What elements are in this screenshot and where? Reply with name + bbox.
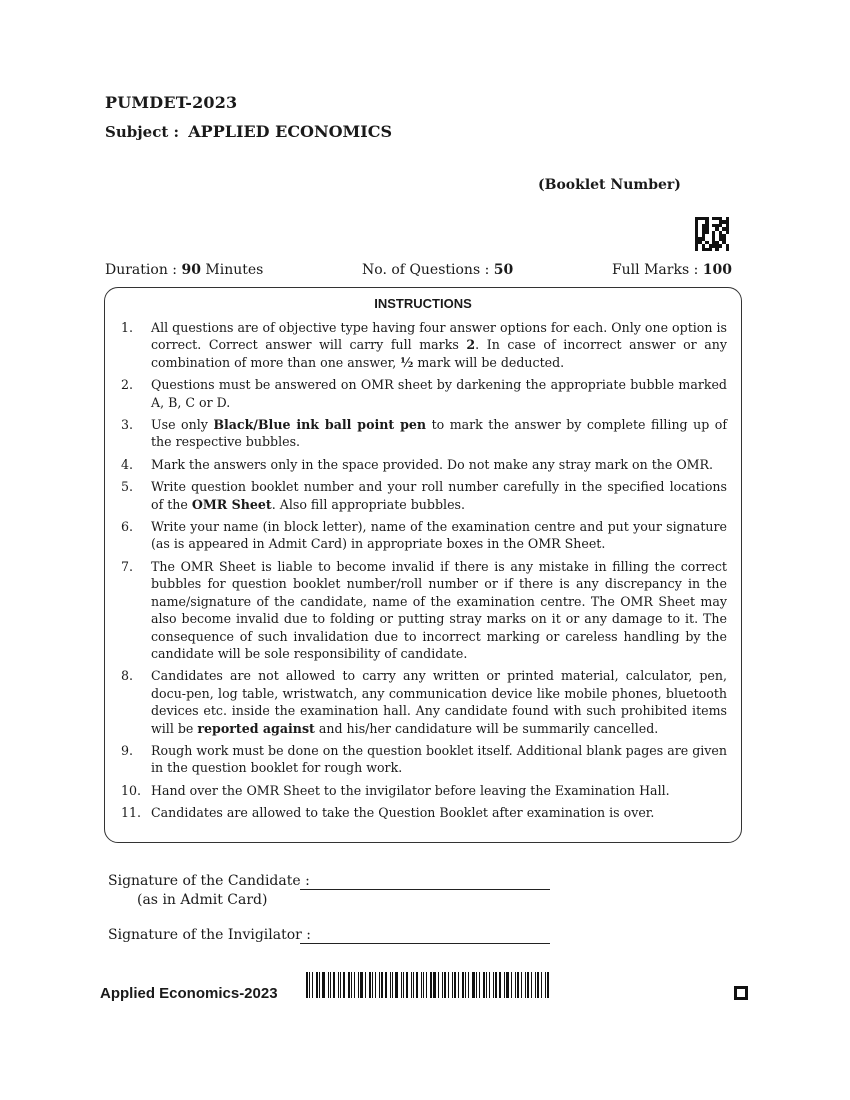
exam-code: PUMDET-2023 xyxy=(105,93,238,112)
barcode-icon xyxy=(306,972,551,998)
subject-line xyxy=(105,122,392,141)
instruction-item xyxy=(119,558,727,662)
instruction-text: Write your name (in block letter), name of the examination centre and put your signature (as is appeared in Admit Card) in appropriate boxes in the OMR Sheet. xyxy=(151,519,727,552)
instruction-item xyxy=(119,416,727,451)
instruction-item xyxy=(119,456,727,473)
duration-label: Duration : xyxy=(105,262,177,278)
instruction-number: 1. xyxy=(121,320,134,335)
instruction-text: Mark the answers only in the space provided. Do not make any stray mark on the OMR. xyxy=(151,456,714,472)
instruction-item xyxy=(119,782,727,799)
question-count xyxy=(362,262,513,278)
instruction-number: 2. xyxy=(121,377,134,393)
questions-label: No. of Questions : xyxy=(362,262,490,278)
instruction-text: All questions are of objective type having four answer options for each. Only one option is correct. Correct answer will carry full marks 2. In case of incorrect answer or any combination of more than one answer, ½ mark will be deducted. xyxy=(151,320,727,370)
booklet-number-label: (Booklet Number) xyxy=(538,177,681,193)
instruction-text: Write question booklet number and your roll number carefully in the specified locations of the OMR Sheet. Also fill appropriate bubbles. xyxy=(151,479,727,512)
signature-candidate-note: (as in Admit Card) xyxy=(137,892,268,908)
instruction-item xyxy=(119,518,727,553)
footer-title: Applied Economics-2023 xyxy=(100,985,278,1002)
full-marks xyxy=(612,262,732,278)
instruction-number: 8. xyxy=(121,668,134,684)
instruction-number: 7. xyxy=(121,558,134,574)
instruction-number: 11. xyxy=(121,805,142,821)
instruction-text: Rough work must be done on the question booklet itself. Additional blank pages are given in the question booklet for rough work. xyxy=(151,742,727,776)
marks-label: Full Marks : xyxy=(611,262,699,278)
subject-label: Subject : xyxy=(105,123,180,141)
instruction-text: Hand over the OMR Sheet to the invigilator before leaving the Examination Hall. xyxy=(151,782,670,798)
duration-unit: Minutes xyxy=(205,262,264,278)
instruction-number: 9. xyxy=(121,742,134,758)
questions-value: 50 xyxy=(493,262,514,278)
instruction-text: Use only Black/Blue ink ball point pen to mark the answer by complete filling up of the respective bubbles. xyxy=(151,417,727,450)
instructions-list xyxy=(119,319,727,822)
exam-meta-row xyxy=(105,262,732,278)
instruction-item xyxy=(119,742,727,777)
instruction-item xyxy=(119,478,727,513)
marks-value: 100 xyxy=(702,262,732,278)
instruction-item xyxy=(119,804,727,821)
duration-value: 90 xyxy=(181,262,201,278)
instruction-number: 6. xyxy=(121,519,134,535)
instruction-text: Questions must be answered on OMR sheet by darkening the appropriate bubble marked A, B, C or D. xyxy=(151,377,727,410)
subject-value: APPLIED ECONOMICS xyxy=(188,122,393,141)
signature-invigilator-label: Signature of the Invigilator : xyxy=(108,927,312,943)
instructions-title: INSTRUCTIONS xyxy=(374,296,472,311)
corner-mark-icon xyxy=(734,986,748,1000)
signature-candidate-label: Signature of the Candidate : xyxy=(108,873,310,889)
instruction-item xyxy=(119,319,727,371)
instruction-number: 5. xyxy=(121,479,134,495)
instruction-text: Candidates are allowed to take the Question Booklet after examination is over. xyxy=(151,805,655,821)
instruction-item xyxy=(119,667,727,737)
instructions-box xyxy=(104,287,742,843)
instruction-number: 3. xyxy=(121,417,134,433)
instruction-number: 4. xyxy=(121,456,134,472)
instruction-item xyxy=(119,376,727,411)
qr-code-icon xyxy=(695,217,729,251)
instruction-text: The OMR Sheet is liable to become invalid if there is any mistake in filling the correct bubbles for question booklet number/roll number or if there is any discrepancy in the name/signature of the candidate, name of the examination centre. The OMR Sheet may also become invalid due to folding or putting stray marks on it or any damage to it. The consequence of such invalidation due to incorrect marking or careless handling by the candidate will be sole responsibility of candidate. xyxy=(151,558,727,661)
signature-invigilator-line[interactable] xyxy=(300,943,550,944)
duration xyxy=(105,262,263,278)
signature-candidate-line[interactable] xyxy=(300,889,550,890)
instruction-text: Candidates are not allowed to carry any written or printed material, calculator, pen, docu-pen, log table, wristwatch, any communication device like mobile phones, bluetooth devices etc. inside the examination hall. Any candidate found with such prohibited items will be reported against and his/her candidature will be summarily cancelled. xyxy=(151,668,727,736)
instruction-number: 10. xyxy=(121,782,142,798)
